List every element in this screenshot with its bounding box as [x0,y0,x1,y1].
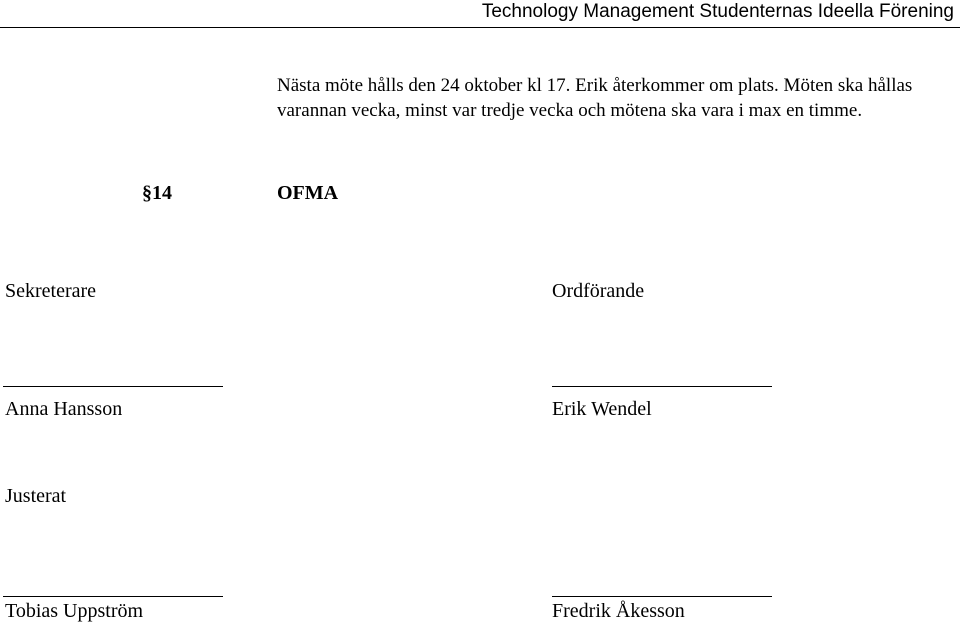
secretary-signature-line [3,386,223,387]
secretary-name: Anna Hansson [5,398,123,420]
secretary-role-label: Sekreterare [5,280,97,302]
verifier1-signature-line [3,596,223,597]
verifier2-name: Fredrik Åkesson [552,600,685,622]
chair-signature-line [552,386,772,387]
meeting-note-paragraph: Nästa möte hålls den 24 oktober kl 17. Erik återkommer om plats. Möten ska hållas varannan vecka, minst var tredje vecka och mötena ska vara i max en timme. [277,75,913,121]
verifier2-signature-line [552,596,772,597]
section-number: §14 [142,182,172,204]
verifier1-name: Tobias Uppström [5,600,144,622]
chair-role-label: Ordförande [552,280,645,302]
document-header-title: Technology Management Studenternas Ideella Förening [481,1,954,22]
section-title: OFMA [277,182,339,204]
verified-label: Justerat [5,485,67,507]
chair-name: Erik Wendel [552,398,652,420]
header-divider [0,27,960,28]
